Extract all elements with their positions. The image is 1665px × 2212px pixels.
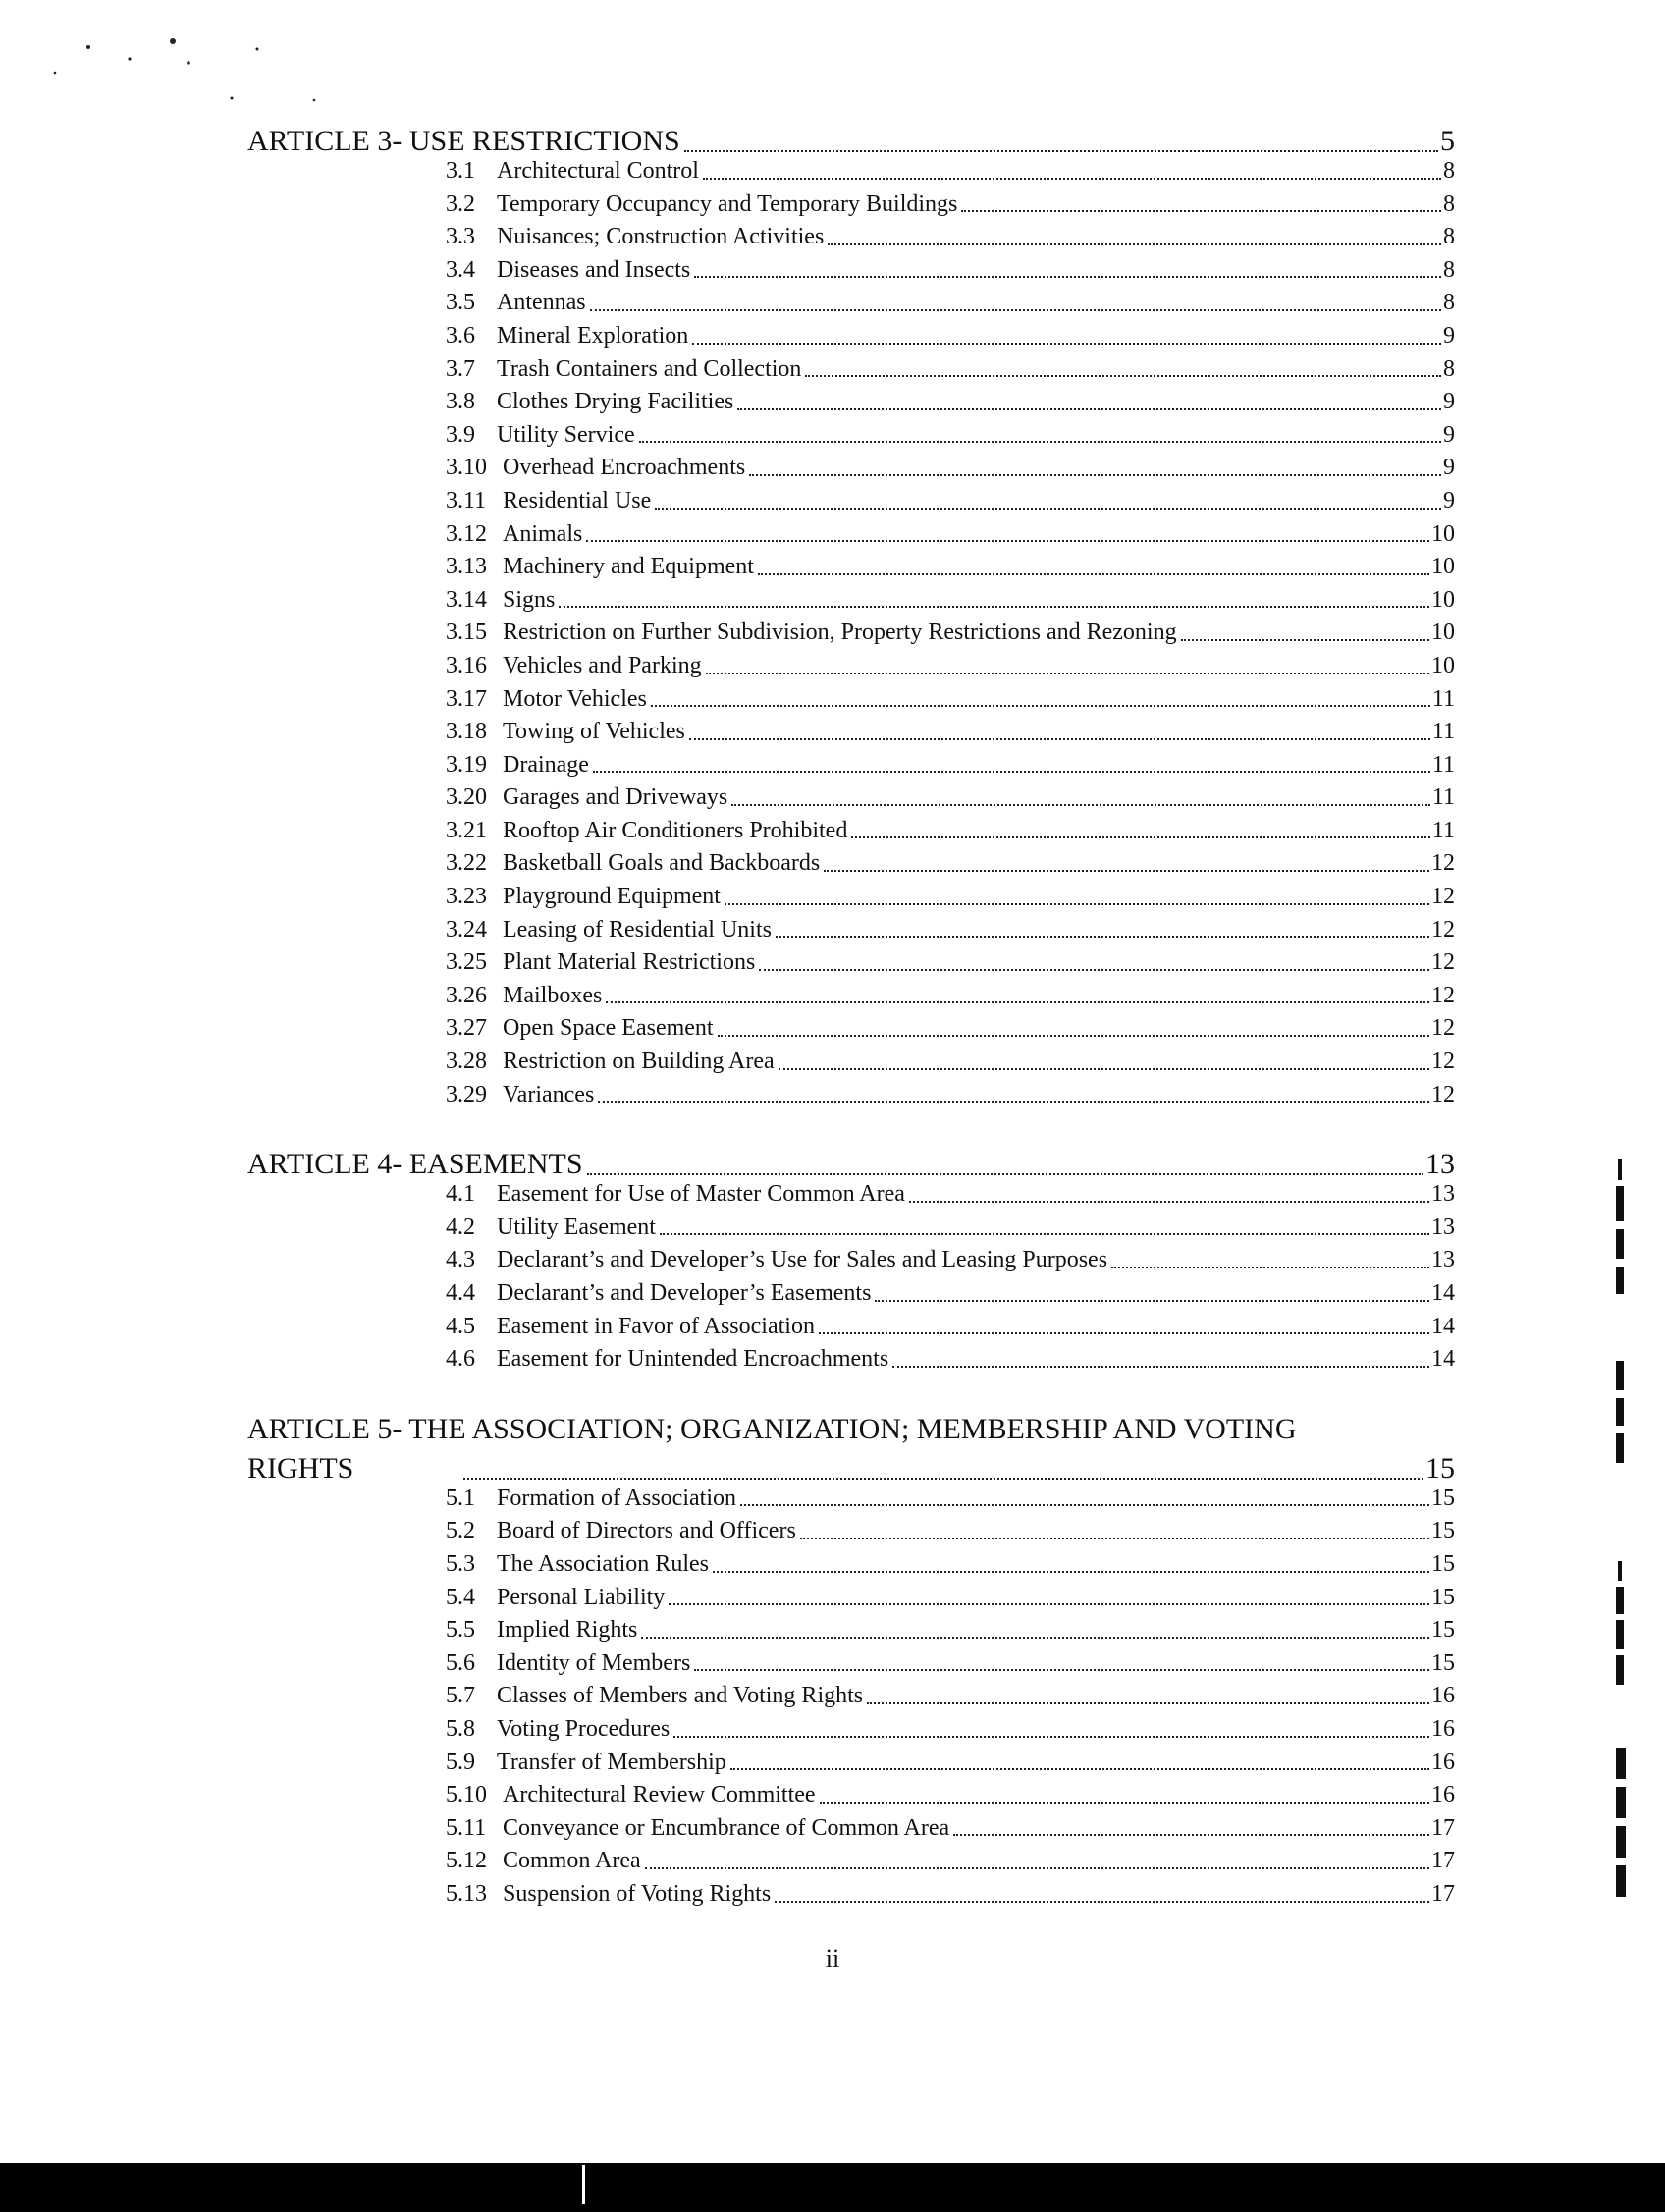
toc-entry-number: 3.23 <box>446 884 487 910</box>
toc-entry-number: 5.2 <box>446 1518 475 1544</box>
toc-entry-number: 4.3 <box>446 1247 475 1273</box>
article-5-heading-line2: RIGHTS <box>247 1451 354 1484</box>
toc-entry-page: 11 <box>1431 719 1455 745</box>
toc-entry-title: Diseases and Insects <box>497 256 691 283</box>
toc-entry <box>247 551 1455 584</box>
toc-entry-number: 3.5 <box>446 290 475 316</box>
article-3-heading: ARTICLE 3- USE RESTRICTIONS <box>247 125 680 157</box>
toc-entry-number: 3.3 <box>446 224 475 250</box>
toc-entry-page: 9 <box>1443 487 1455 513</box>
dot-leader <box>851 836 1430 838</box>
toc-entry-page: 16 <box>1431 1782 1455 1808</box>
toc-entry <box>247 518 1455 552</box>
toc-entry-page: 16 <box>1431 1749 1455 1775</box>
toc-entry-page: 15 <box>1431 1550 1455 1577</box>
toc-entry-number: 5.11 <box>446 1814 487 1841</box>
article-5-page: 15 <box>1425 1451 1455 1484</box>
dot-leader <box>590 309 1441 311</box>
toc-entry <box>247 847 1455 881</box>
table-of-contents <box>247 122 1455 1912</box>
toc-entry <box>247 881 1455 914</box>
toc-entry-number: 5.3 <box>446 1550 475 1577</box>
dot-leader <box>1111 1267 1429 1268</box>
toc-entry-page: 10 <box>1431 520 1455 547</box>
toc-entry-page: 15 <box>1431 1484 1455 1511</box>
toc-entry-number: 3.15 <box>446 620 487 646</box>
dot-leader <box>706 673 1429 674</box>
toc-entry-page: 12 <box>1431 982 1455 1008</box>
toc-entry-page: 17 <box>1431 1848 1455 1874</box>
toc-entry <box>247 980 1455 1013</box>
toc-entry-page: 11 <box>1431 784 1455 811</box>
toc-entry-number: 3.6 <box>446 322 475 349</box>
toc-entry-number: 5.6 <box>446 1649 475 1676</box>
toc-entry-number: 4.5 <box>446 1313 475 1339</box>
toc-entry-title: Trash Containers and Collection <box>497 355 802 382</box>
dot-leader <box>673 1736 1429 1738</box>
toc-entry <box>247 1548 1455 1582</box>
toc-entry-page: 16 <box>1431 1683 1455 1709</box>
dot-leader <box>718 1035 1429 1037</box>
article-4-entries <box>247 1178 1455 1376</box>
article-4-page: 13 <box>1425 1148 1455 1181</box>
toc-entry-number: 3.24 <box>446 916 487 943</box>
toc-entry-page: 12 <box>1431 884 1455 910</box>
toc-entry-page: 15 <box>1431 1518 1455 1544</box>
toc-entry-page: 12 <box>1431 1015 1455 1042</box>
toc-entry <box>247 914 1455 947</box>
toc-entry-page: 12 <box>1431 949 1455 976</box>
toc-entry-title: Basketball Goals and Backboards <box>503 850 821 877</box>
toc-entry-number: 3.18 <box>446 719 487 745</box>
toc-entry-number: 5.13 <box>446 1880 487 1907</box>
toc-entry-number: 3.11 <box>446 487 487 513</box>
toc-entry-page: 12 <box>1431 1049 1455 1075</box>
toc-entry <box>247 1515 1455 1548</box>
dot-leader <box>598 1101 1429 1103</box>
toc-entry <box>247 1343 1455 1376</box>
article-5-heading-line1: ARTICLE 5- THE ASSOCIATION; ORGANIZATION; MEMBERSHIP AND VOTING <box>247 1412 1297 1445</box>
toc-entry-title: Easement for Unintended Encroachments <box>497 1346 889 1373</box>
toc-entry-page: 9 <box>1443 322 1455 349</box>
toc-entry-number: 3.10 <box>446 455 487 481</box>
toc-entry-number: 3.19 <box>446 751 487 778</box>
dot-leader <box>559 606 1429 608</box>
toc-entry-page: 8 <box>1443 290 1455 316</box>
toc-entry <box>247 1277 1455 1311</box>
toc-entry-number: 5.12 <box>446 1848 487 1874</box>
dot-leader <box>694 276 1441 278</box>
dot-leader <box>586 540 1429 542</box>
toc-entry <box>247 683 1455 717</box>
article-4-heading: ARTICLE 4- EASEMENTS <box>247 1148 583 1181</box>
toc-entry-number: 3.21 <box>446 817 487 843</box>
toc-entry-number: 3.16 <box>446 652 487 678</box>
toc-entry <box>247 1647 1455 1681</box>
toc-entry <box>247 749 1455 782</box>
toc-entry-title: Vehicles and Parking <box>503 652 702 678</box>
toc-entry <box>247 1779 1455 1812</box>
toc-entry-number: 3.22 <box>446 850 487 877</box>
toc-entry-number: 5.7 <box>446 1683 475 1709</box>
dot-leader <box>759 969 1429 971</box>
scan-bottom-border <box>0 2163 1665 2212</box>
toc-entry-number: 3.28 <box>446 1049 487 1075</box>
dot-leader <box>740 1504 1429 1506</box>
toc-entry-page: 14 <box>1431 1280 1455 1306</box>
toc-entry-number: 3.27 <box>446 1015 487 1042</box>
toc-entry <box>247 650 1455 683</box>
toc-entry-number: 3.7 <box>446 355 475 382</box>
toc-entry-page: 15 <box>1431 1649 1455 1676</box>
toc-entry <box>247 584 1455 618</box>
toc-entry-page: 11 <box>1431 685 1455 712</box>
dot-leader <box>875 1300 1429 1302</box>
toc-entry <box>247 254 1455 288</box>
dot-leader <box>758 573 1429 575</box>
dot-leader <box>689 738 1430 740</box>
toc-entry-title: Personal Liability <box>497 1584 666 1610</box>
toc-entry-title: Clothes Drying Facilities <box>497 389 734 415</box>
dot-leader <box>1181 639 1429 641</box>
toc-entry-number: 3.12 <box>446 520 487 547</box>
toc-entry-number: 3.13 <box>446 554 487 580</box>
toc-entry-title: Playground Equipment <box>503 884 721 910</box>
toc-entry-page: 13 <box>1431 1214 1455 1240</box>
toc-entry <box>247 1244 1455 1277</box>
toc-entry-title: Declarant’s and Developer’s Easements <box>497 1280 872 1306</box>
toc-entry-title: Antennas <box>497 290 586 316</box>
toc-entry <box>247 946 1455 980</box>
dot-leader <box>645 1867 1429 1869</box>
toc-entry-page: 8 <box>1443 256 1455 283</box>
toc-entry-title: Leasing of Residential Units <box>503 916 772 943</box>
toc-entry-number: 5.8 <box>446 1715 475 1742</box>
dot-leader <box>779 1068 1429 1070</box>
toc-entry-number: 3.26 <box>446 982 487 1008</box>
toc-entry-title: Signs <box>503 586 556 613</box>
dot-leader <box>824 870 1429 872</box>
dot-leader <box>463 1478 1423 1480</box>
dot-leader <box>669 1603 1429 1605</box>
toc-entry-page: 9 <box>1443 421 1455 448</box>
article-3-entries <box>247 155 1455 1111</box>
toc-entry-title: Utility Service <box>497 421 635 448</box>
dot-leader <box>867 1702 1429 1704</box>
toc-entry-number: 3.14 <box>446 586 487 613</box>
toc-entry <box>247 452 1455 485</box>
toc-entry-title: Voting Procedures <box>497 1715 671 1742</box>
toc-entry-page: 8 <box>1443 158 1455 184</box>
toc-entry <box>247 1747 1455 1780</box>
dot-leader <box>655 508 1441 510</box>
toc-entry <box>247 1614 1455 1647</box>
toc-entry-page: 17 <box>1431 1880 1455 1907</box>
article-5-section <box>247 1410 1455 1912</box>
dot-leader <box>684 150 1438 152</box>
dot-leader <box>805 375 1441 377</box>
toc-entry <box>247 386 1455 419</box>
toc-entry-page: 13 <box>1431 1181 1455 1208</box>
dot-leader <box>737 408 1441 410</box>
toc-entry <box>247 1079 1455 1112</box>
toc-entry-number: 3.1 <box>446 158 475 184</box>
toc-entry-page: 9 <box>1443 455 1455 481</box>
toc-entry-title: Architectural Control <box>497 158 699 184</box>
article-3-section <box>247 122 1455 1111</box>
toc-entry-page: 10 <box>1431 586 1455 613</box>
toc-entry-page: 13 <box>1431 1247 1455 1273</box>
toc-entry-number: 5.5 <box>446 1617 475 1644</box>
toc-entry-title: Motor Vehicles <box>503 685 647 712</box>
toc-entry <box>247 1713 1455 1747</box>
toc-entry-page: 8 <box>1443 224 1455 250</box>
dot-leader <box>660 1233 1429 1235</box>
section-gap <box>247 1111 1455 1145</box>
toc-entry <box>247 287 1455 320</box>
toc-entry-number: 3.9 <box>446 421 475 448</box>
dot-leader <box>820 1802 1429 1804</box>
footer-page-number: ii <box>825 1944 840 1972</box>
toc-entry <box>247 221 1455 254</box>
toc-entry-title: Open Space Easement <box>503 1015 714 1042</box>
toc-entry-page: 16 <box>1431 1715 1455 1742</box>
dot-leader <box>828 243 1441 245</box>
dot-leader <box>953 1834 1429 1836</box>
dot-leader <box>776 936 1429 938</box>
dot-leader <box>909 1201 1429 1203</box>
toc-entry-title: Easement for Use of Master Common Area <box>497 1181 905 1208</box>
toc-entry <box>247 1582 1455 1615</box>
toc-entry-number: 4.1 <box>446 1181 475 1208</box>
toc-entry-page: 15 <box>1431 1617 1455 1644</box>
dot-leader <box>749 474 1441 476</box>
toc-entry-number: 3.29 <box>446 1081 487 1107</box>
margin-recording-stamp <box>1604 1159 1643 1905</box>
toc-entry-title: Classes of Members and Voting Rights <box>497 1683 864 1709</box>
dot-leader <box>606 1001 1429 1003</box>
dot-leader <box>651 705 1430 707</box>
toc-entry-title: Easement in Favor of Association <box>497 1313 815 1339</box>
article-4-section <box>247 1145 1455 1376</box>
toc-entry <box>247 1012 1455 1046</box>
dot-leader <box>800 1538 1429 1539</box>
dot-leader <box>713 1571 1429 1573</box>
toc-entry-number: 3.8 <box>446 389 475 415</box>
article-5-entries <box>247 1483 1455 1912</box>
toc-entry-title: Implied Rights <box>497 1617 638 1644</box>
toc-entry-title: Transfer of Membership <box>497 1749 726 1775</box>
toc-entry-page: 8 <box>1443 355 1455 382</box>
dot-leader <box>703 178 1441 180</box>
toc-entry-title: The Association Rules <box>497 1550 709 1577</box>
toc-entry-page: 12 <box>1431 1081 1455 1107</box>
toc-entry-number: 3.4 <box>446 256 475 283</box>
toc-entry-title: Board of Directors and Officers <box>497 1518 796 1544</box>
toc-entry <box>247 1311 1455 1344</box>
dot-leader <box>692 343 1441 345</box>
dot-leader <box>775 1901 1429 1903</box>
toc-entry-title: Restriction on Further Subdivision, Property Restrictions and Rezoning <box>503 620 1177 646</box>
toc-entry-number: 3.17 <box>446 685 487 712</box>
toc-entry-title: Suspension of Voting Rights <box>503 1880 772 1907</box>
toc-entry-title: Mailboxes <box>503 982 603 1008</box>
toc-entry-number: 5.4 <box>446 1584 475 1610</box>
dot-leader <box>725 903 1429 905</box>
toc-entry-number: 4.4 <box>446 1280 475 1306</box>
section-gap <box>247 1376 1455 1410</box>
toc-entry-title: Formation of Association <box>497 1484 736 1511</box>
scan-border-mark <box>582 2165 585 2204</box>
toc-entry-number: 4.6 <box>446 1346 475 1373</box>
toc-entry-page: 10 <box>1431 554 1455 580</box>
toc-entry-title: Mineral Exploration <box>497 322 689 349</box>
toc-entry-title: Identity of Members <box>497 1649 691 1676</box>
toc-entry-title: Overhead Encroachments <box>503 455 746 481</box>
toc-entry-title: Conveyance or Encumbrance of Common Area <box>503 1814 950 1841</box>
toc-entry-page: 9 <box>1443 389 1455 415</box>
toc-entry-title: Machinery and Equipment <box>503 554 754 580</box>
toc-entry <box>247 320 1455 353</box>
toc-entry-title: Towing of Vehicles <box>503 719 685 745</box>
dot-leader <box>694 1669 1429 1671</box>
toc-entry <box>247 1812 1455 1846</box>
toc-entry-page: 17 <box>1431 1814 1455 1841</box>
toc-entry-title: Utility Easement <box>497 1214 656 1240</box>
dot-leader <box>892 1366 1429 1368</box>
toc-entry-page: 10 <box>1431 620 1455 646</box>
toc-entry <box>247 1680 1455 1713</box>
toc-entry <box>247 782 1455 815</box>
toc-entry-title: Rooftop Air Conditioners Prohibited <box>503 817 848 843</box>
toc-entry <box>247 1212 1455 1245</box>
toc-entry <box>247 189 1455 222</box>
dot-leader <box>587 1173 1423 1175</box>
toc-entry <box>247 1845 1455 1878</box>
toc-entry-title: Temporary Occupancy and Temporary Buildings <box>497 190 958 217</box>
toc-entry <box>247 353 1455 387</box>
toc-entry-page: 11 <box>1431 817 1455 843</box>
toc-entry-number: 3.20 <box>446 784 487 811</box>
scan-specks <box>39 29 334 118</box>
dot-leader <box>639 441 1441 443</box>
toc-entry-title: Animals <box>503 520 583 547</box>
toc-entry <box>247 419 1455 453</box>
toc-entry <box>247 716 1455 749</box>
toc-entry-number: 5.9 <box>446 1749 475 1775</box>
dot-leader <box>593 771 1430 773</box>
dot-leader <box>819 1332 1429 1334</box>
toc-entry-page: 11 <box>1431 751 1455 778</box>
toc-entry-page: 14 <box>1431 1313 1455 1339</box>
toc-entry-title: Nuisances; Construction Activities <box>497 224 825 250</box>
toc-entry-number: 4.2 <box>446 1214 475 1240</box>
toc-entry-title: Plant Material Restrictions <box>503 949 756 976</box>
dot-leader <box>961 210 1441 212</box>
toc-entry-page: 12 <box>1431 850 1455 877</box>
toc-entry-number: 3.2 <box>446 190 475 217</box>
toc-entry-title: Variances <box>503 1081 595 1107</box>
toc-entry <box>247 485 1455 518</box>
article-3-page: 5 <box>1440 125 1455 157</box>
toc-entry-title: Drainage <box>503 751 589 778</box>
dot-leader <box>730 1768 1429 1770</box>
toc-entry-page: 8 <box>1443 190 1455 217</box>
toc-entry-page: 14 <box>1431 1346 1455 1373</box>
toc-entry-number: 5.1 <box>446 1484 475 1511</box>
toc-entry <box>247 815 1455 848</box>
toc-entry-title: Architectural Review Committee <box>503 1782 816 1808</box>
toc-entry-title: Restriction on Building Area <box>503 1049 775 1075</box>
toc-entry-page: 10 <box>1431 652 1455 678</box>
dot-leader <box>731 804 1430 806</box>
toc-entry <box>247 1878 1455 1912</box>
toc-entry <box>247 1046 1455 1079</box>
toc-entry-title: Residential Use <box>503 487 652 513</box>
toc-entry-title: Declarant’s and Developer’s Use for Sales and Leasing Purposes <box>497 1247 1108 1273</box>
toc-entry-page: 12 <box>1431 916 1455 943</box>
toc-entry-title: Garages and Driveways <box>503 784 728 811</box>
toc-entry-number: 3.25 <box>446 949 487 976</box>
toc-entry-number: 5.10 <box>446 1782 487 1808</box>
toc-entry <box>247 617 1455 650</box>
toc-entry-title: Common Area <box>503 1848 641 1874</box>
dot-leader <box>641 1637 1429 1639</box>
toc-entry-page: 15 <box>1431 1584 1455 1610</box>
